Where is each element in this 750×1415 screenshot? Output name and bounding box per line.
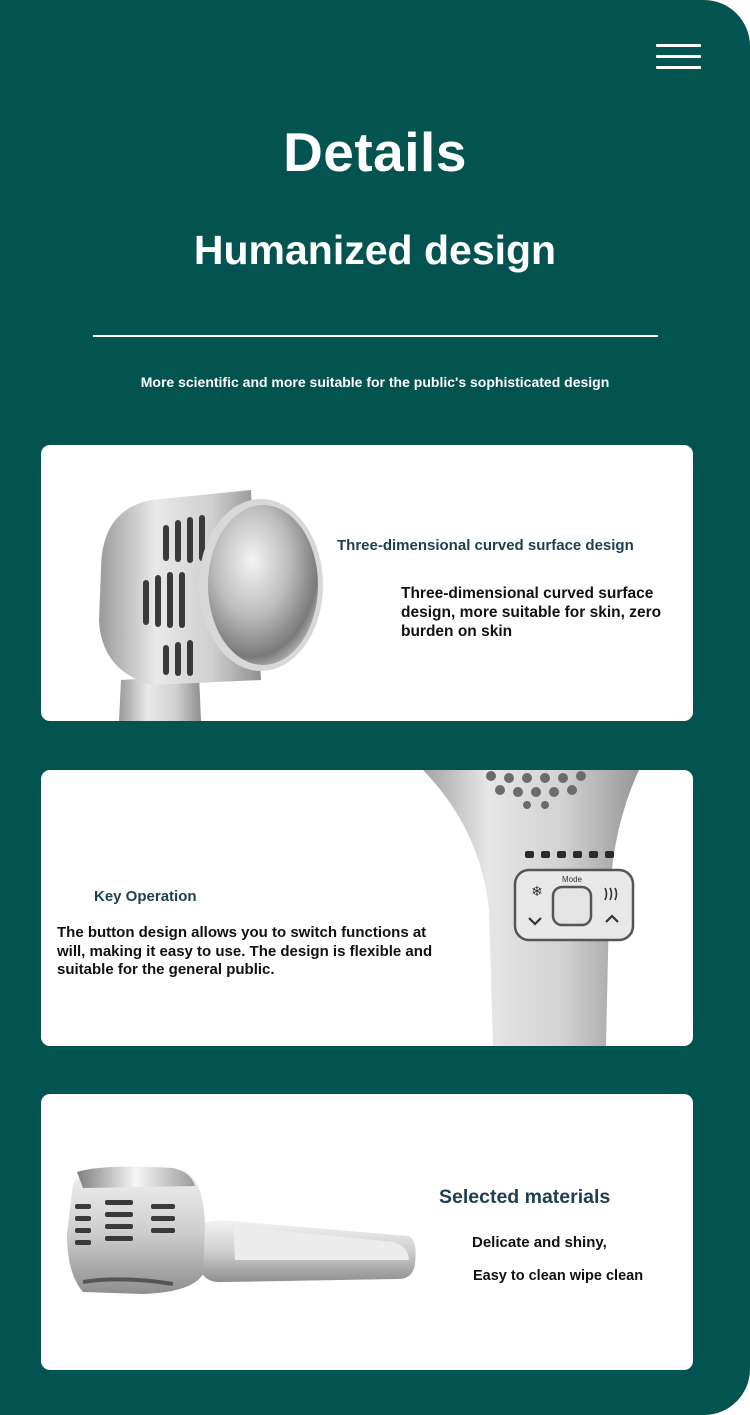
device-buttons-image: [421, 770, 641, 1046]
feature-card-materials: [41, 1094, 693, 1370]
device-head-image: [91, 470, 331, 721]
card-description: Three-dimensional curved surface design, more suitable for skin, zero burden on skin: [401, 585, 662, 640]
divider: [93, 335, 658, 337]
card-line-1: Delicate and shiny,: [472, 1234, 607, 1251]
feature-card-curved-surface: [41, 445, 693, 721]
hamburger-menu-icon[interactable]: [652, 42, 704, 74]
page-subtitle: Humanized design: [193, 227, 557, 273]
feature-card-key-operation: [41, 770, 693, 1046]
card-heading: Selected materials: [439, 1186, 611, 1208]
card-line-2: Easy to clean wipe clean: [473, 1268, 644, 1284]
tagline: More scientific and more suitable for the public's sophisticated design: [140, 374, 610, 390]
page-title: Details: [283, 121, 467, 183]
card-description: The button design allows you to switch functions at will, making it easy to use. The design is flexible and suitable for the general public.: [57, 924, 433, 978]
device-side-image: [63, 1164, 423, 1304]
mode-button-label: Mode: [561, 875, 583, 884]
svg-text:❄: ❄: [531, 884, 543, 900]
card-heading: Key Operation: [94, 888, 197, 905]
card-heading: Three-dimensional curved surface design: [337, 537, 634, 554]
